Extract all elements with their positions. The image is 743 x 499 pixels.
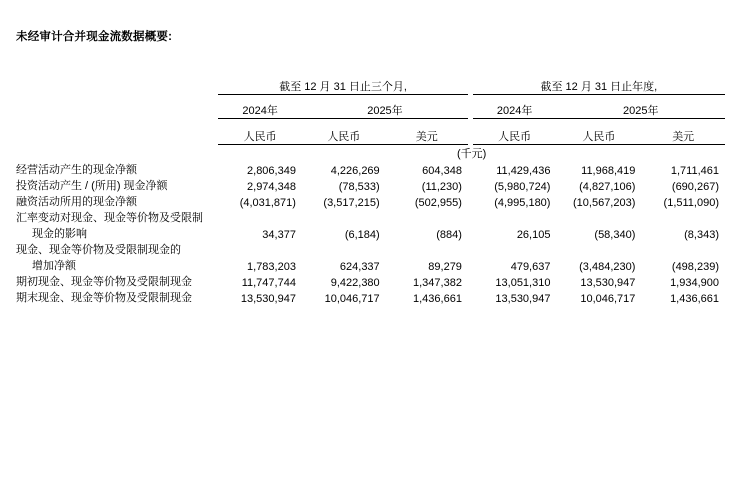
currency-header-spacer (14, 128, 218, 145)
row-label: 现金的影响 (32, 228, 87, 240)
row-value: 1,347,382 (413, 277, 462, 289)
row-value: (3,484,230) (579, 261, 636, 273)
row-value: (10,567,203) (573, 197, 636, 209)
year-header-2024-q: 2024年 (218, 102, 302, 119)
row-label: 期末现金、现金等价物及受限制现金 (16, 292, 192, 304)
spacer-cell (218, 119, 302, 129)
row-value (641, 209, 725, 225)
row-value: 13,530,947 (580, 277, 636, 289)
row-label: 现金、现金等价物及受限制现金的 (16, 244, 181, 256)
year-header-spacer (14, 102, 218, 119)
row-value: 479,637 (510, 261, 551, 273)
row-value: 2,806,349 (247, 165, 296, 177)
table-row (14, 225, 725, 241)
row-value: (11,230) (421, 181, 462, 193)
year-header-2025-y: 2025年 (556, 102, 725, 119)
row-value: 1,934,900 (670, 277, 719, 289)
cash-flow-table (14, 78, 725, 305)
row-value: 1,711,461 (670, 165, 719, 177)
currency-header-rmb-q2024: 人民币 (218, 128, 302, 145)
row-value (386, 241, 468, 257)
unit-note-row (14, 145, 725, 162)
row-value: 1,436,661 (413, 293, 462, 305)
year-header-2024-y: 2024年 (473, 102, 557, 119)
row-value (386, 209, 468, 225)
row-value: (498,239) (671, 261, 719, 273)
table-row (14, 193, 725, 209)
spacer-cell (556, 119, 641, 129)
row-value: (8,343) (684, 229, 719, 241)
currency-header-rmb-y2025: 人民币 (556, 128, 641, 145)
row-value: 34,377 (262, 229, 296, 241)
spacer-cell (473, 95, 725, 103)
table-row (14, 209, 725, 225)
table-row (14, 273, 725, 289)
row-value: 13,051,310 (495, 277, 551, 289)
row-value: (1,511,090) (663, 197, 719, 209)
row-label: 投资活动产生 / (所用) 现金净额 (16, 180, 168, 192)
row-value: 604,348 (422, 165, 462, 177)
row-value: (502,955) (414, 197, 462, 209)
row-value: (4,995,180) (494, 197, 551, 209)
table-row (14, 177, 725, 193)
row-value: 9,422,380 (330, 277, 380, 289)
row-value: 1,783,203 (247, 261, 296, 273)
spacer-cell (218, 95, 468, 103)
row-label: 增加净额 (32, 260, 76, 272)
row-value (473, 209, 557, 225)
row-value (641, 241, 725, 257)
table-row (14, 161, 725, 177)
row-value: 11,429,436 (496, 165, 551, 177)
header-spacer-row-2 (14, 119, 725, 129)
row-value (556, 241, 641, 257)
row-value: (3,517,215) (323, 197, 380, 209)
row-value: (78,533) (338, 181, 380, 193)
currency-header-rmb-q2025: 人民币 (302, 128, 386, 145)
spacer-cell (14, 95, 218, 103)
row-value: (884) (436, 229, 462, 241)
group-header-year: 截至 12 月 31 日止年度, (473, 78, 725, 95)
unit-note: (千元) (456, 148, 487, 160)
row-value: 89,279 (428, 261, 462, 273)
row-value: 26,105 (516, 229, 551, 241)
row-value (218, 241, 302, 257)
spacer-cell (386, 119, 468, 129)
row-value: 13,530,947 (495, 293, 551, 305)
spacer-cell (14, 119, 218, 129)
row-value: (58,340) (594, 229, 636, 241)
row-value (218, 209, 302, 225)
row-value: (4,031,871) (239, 197, 296, 209)
currency-header-row (14, 128, 725, 145)
row-value (302, 241, 386, 257)
table-row (14, 257, 725, 273)
row-value: 624,337 (339, 261, 380, 273)
row-label: 经营活动产生的现金净额 (16, 164, 137, 176)
table-row (14, 241, 725, 257)
unit-spacer (14, 145, 218, 162)
row-value: 10,046,717 (324, 293, 380, 305)
group-header-three-months: 截至 12 月 31 日止三个月, (218, 78, 468, 95)
year-header-row (14, 102, 725, 119)
spacer-cell (641, 119, 725, 129)
row-value (473, 241, 557, 257)
row-value: 4,226,269 (330, 165, 380, 177)
row-value: 2,974,348 (247, 181, 296, 193)
row-value: (4,827,106) (579, 181, 636, 193)
currency-header-usd-q2025: 美元 (386, 128, 468, 145)
row-value: (6,184) (344, 229, 380, 241)
row-value: 11,968,419 (581, 165, 636, 177)
row-value: (5,980,724) (494, 181, 551, 193)
row-label: 期初现金、现金等价物及受限制现金 (16, 276, 192, 288)
currency-header-rmb-y2024: 人民币 (473, 128, 557, 145)
row-value: 1,436,661 (670, 293, 719, 305)
row-value: 13,530,947 (240, 293, 296, 305)
row-label: 融资活动所用的现金净额 (16, 196, 137, 208)
table-row (14, 289, 725, 305)
spacer-cell (473, 119, 557, 129)
row-value: 11,747,744 (241, 277, 296, 289)
row-label: 汇率变动对现金、现金等价物及受限制 (16, 212, 203, 224)
currency-header-usd-y2025: 美元 (641, 128, 725, 145)
header-spacer-row (14, 95, 725, 103)
row-value (556, 209, 641, 225)
row-value (302, 209, 386, 225)
row-value: (690,267) (671, 181, 719, 193)
header-spacer (14, 78, 218, 95)
spacer-cell (302, 119, 386, 129)
group-header-row (14, 78, 725, 95)
page-title: 未经审计合并现金流数据概要: (16, 31, 173, 43)
row-value: 10,046,717 (580, 293, 636, 305)
year-header-2025-q: 2025年 (302, 102, 468, 119)
